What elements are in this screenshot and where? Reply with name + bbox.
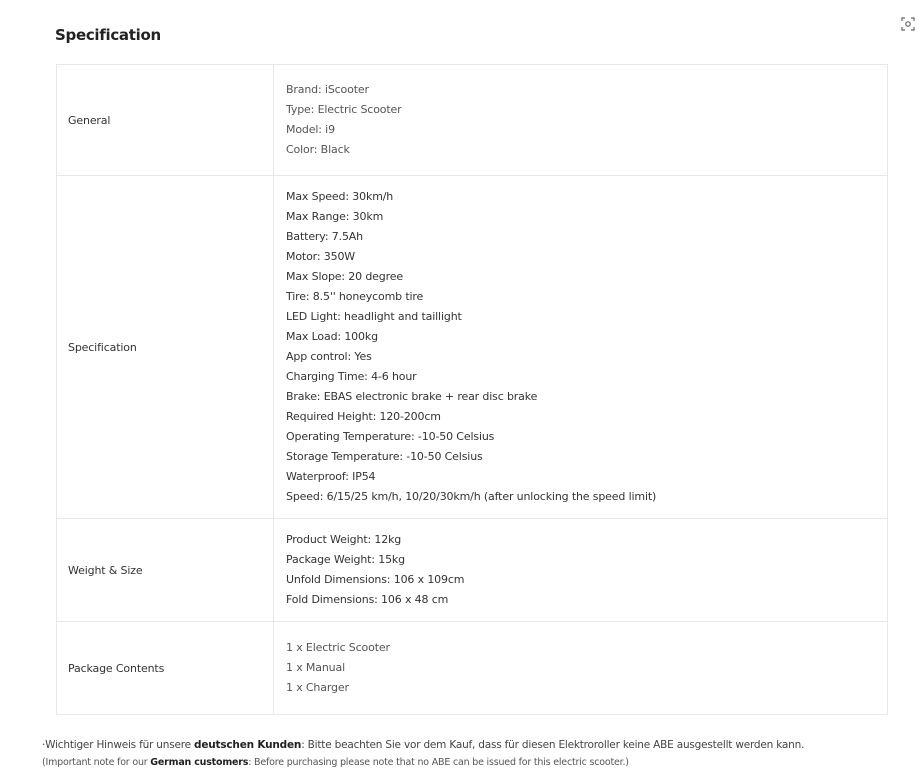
row-label: Package Contents	[57, 622, 274, 715]
spec-value: App control: Yes	[286, 350, 372, 363]
spec-value: Operating Temperature: -10-50 Celsius	[286, 430, 495, 443]
spec-value: Max Load: 100kg	[286, 330, 378, 343]
spec-value: Max Range: 30km	[286, 210, 384, 223]
notice-text: : Bitte beachten Sie vor dem Kauf, dass für diesen Elektroroller keine ABE ausgestellt werden kann.	[301, 739, 805, 751]
row-label: General	[57, 65, 274, 176]
spec-value: Max Slope: 20 degree	[286, 270, 404, 283]
notice-emphasis: deutschen Kunden	[194, 739, 302, 751]
notice-text: : Before purchasing please note that no ABE can be issued for this electric scooter.)	[248, 757, 629, 768]
table-row	[57, 622, 888, 715]
row-label: Weight & Size	[57, 519, 274, 622]
spec-value: Battery: 7.5Ah	[286, 230, 364, 243]
screenshot-button[interactable]	[899, 16, 917, 34]
spec-value: 1 x Charger	[286, 681, 349, 694]
spec-value: Waterproof: IP54	[286, 470, 376, 483]
spec-value: Unfold Dimensions: 106 x 109cm	[286, 573, 465, 586]
spec-value: 1 x Electric Scooter	[286, 641, 390, 654]
table-row	[57, 65, 888, 176]
row-values	[274, 622, 888, 715]
spec-value: Fold Dimensions: 106 x 48 cm	[286, 593, 449, 606]
spec-value: Brand: iScooter	[286, 83, 369, 96]
spec-value: Charging Time: 4-6 hour	[286, 370, 417, 383]
abe-notice	[42, 736, 912, 772]
spec-value: Model: i9	[286, 123, 335, 136]
spec-value: Product Weight: 12kg	[286, 533, 402, 546]
spec-value: LED Light: headlight and taillight	[286, 310, 462, 323]
spec-value: Speed: 6/15/25 km/h, 10/20/30km/h (after unlocking the speed limit)	[286, 490, 657, 503]
notice-german	[42, 736, 912, 754]
spec-value: Brake: EBAS electronic brake + rear disc brake	[286, 390, 538, 403]
spec-value: Max Speed: 30km/h	[286, 190, 394, 203]
screenshot-icon	[901, 16, 915, 35]
spec-value: Type: Electric Scooter	[286, 103, 402, 116]
row-values	[274, 519, 888, 622]
section-title: Specification	[55, 26, 161, 44]
notice-emphasis: German customers	[150, 757, 249, 768]
spec-value: Storage Temperature: -10-50 Celsius	[286, 450, 483, 463]
spec-value: 1 x Manual	[286, 661, 345, 674]
spec-value: Tire: 8.5'' honeycomb tire	[286, 290, 424, 303]
table-row	[57, 519, 888, 622]
spec-value: Color: Black	[286, 143, 350, 156]
table-row	[57, 176, 888, 519]
notice-english	[42, 754, 912, 772]
spec-value: Required Height: 120-200cm	[286, 410, 441, 423]
spec-value: Package Weight: 15kg	[286, 553, 405, 566]
notice-text: (Important note for our	[42, 757, 151, 768]
row-values	[274, 65, 888, 176]
row-values	[274, 176, 888, 519]
spec-value: Motor: 350W	[286, 250, 356, 263]
spec-table	[56, 64, 888, 715]
notice-text: ·Wichtiger Hinweis für unsere	[42, 739, 195, 751]
row-label: Specification	[57, 176, 274, 519]
